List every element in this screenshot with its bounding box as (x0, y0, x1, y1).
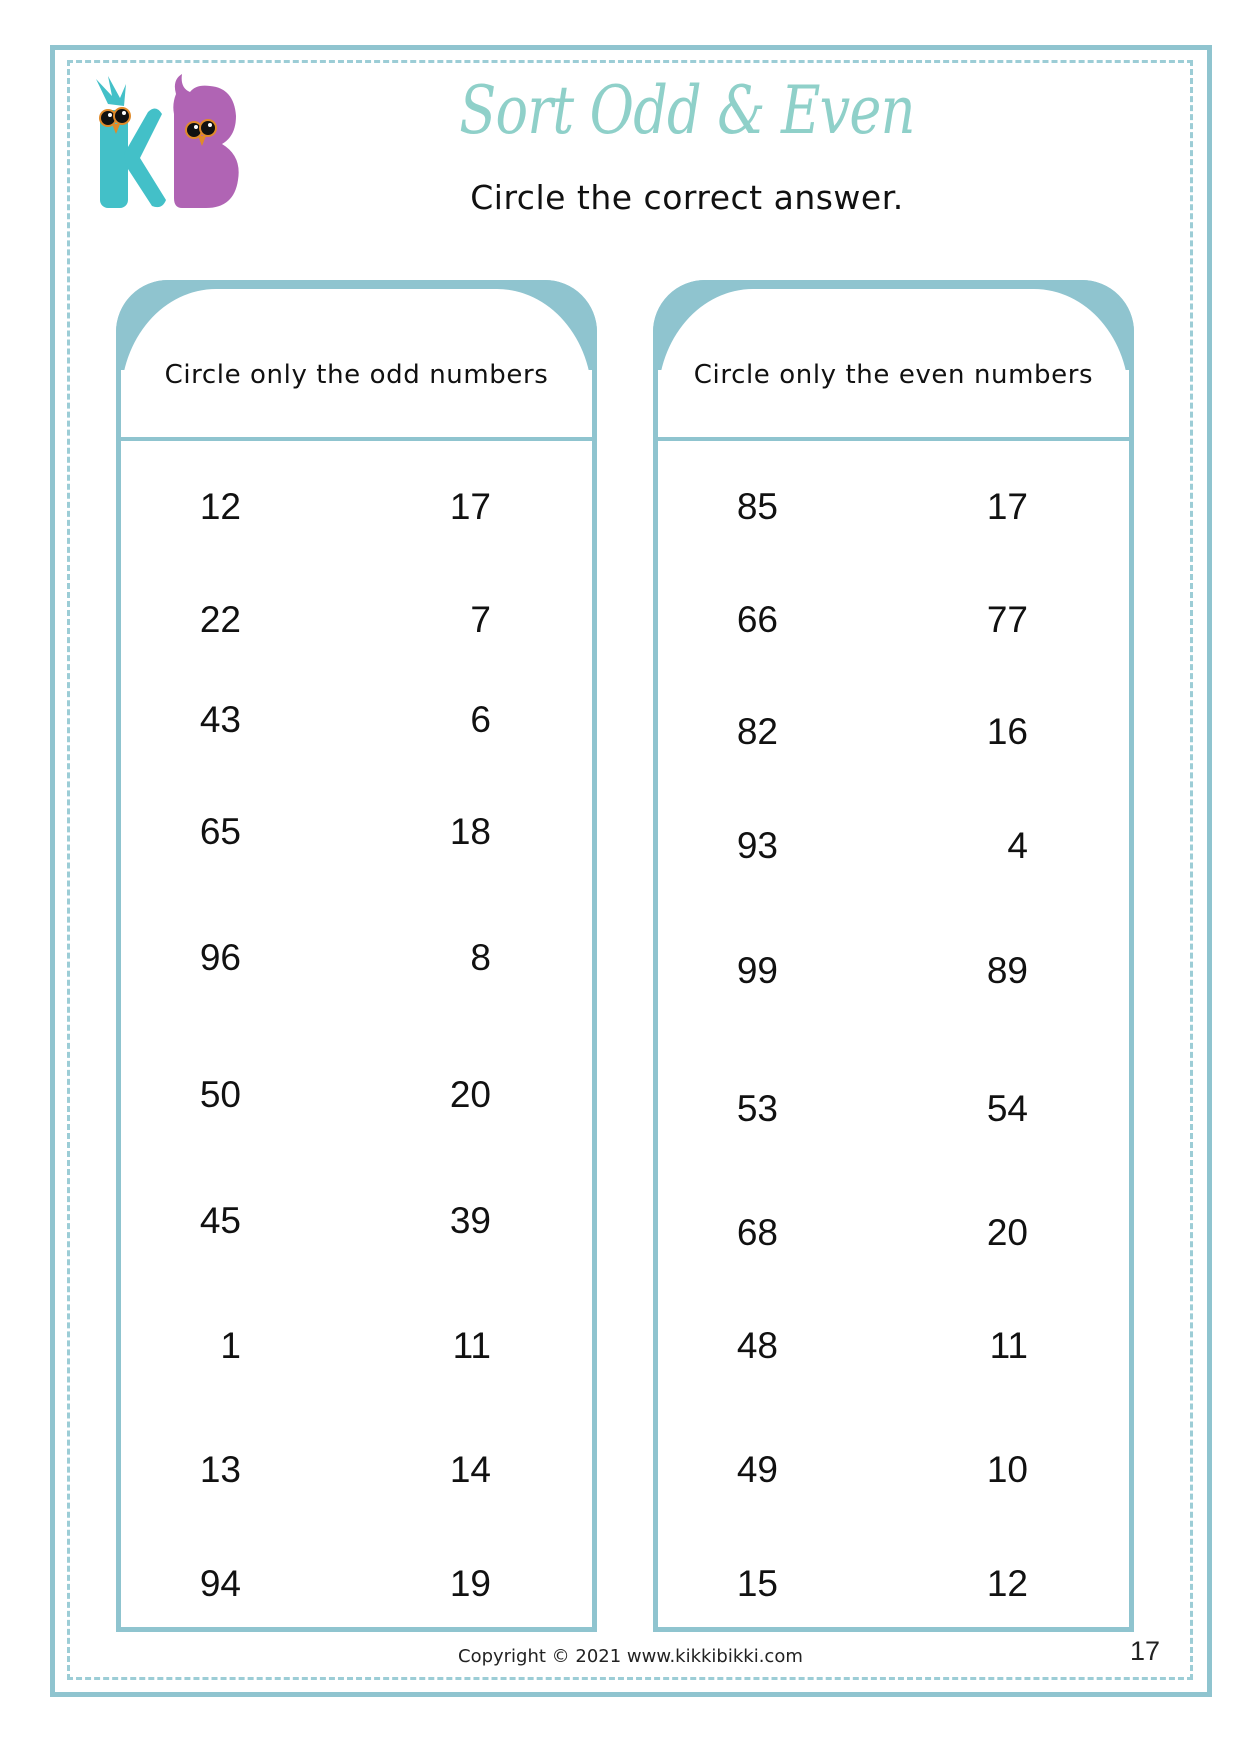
number-item[interactable]: 6 (470, 699, 491, 740)
number-item[interactable]: 11 (452, 1325, 491, 1366)
panel-divider (116, 437, 597, 441)
number-item[interactable]: 14 (449, 1449, 491, 1490)
number-item[interactable]: 85 (736, 486, 778, 527)
odd-numbers-panel (116, 280, 597, 1632)
number-item[interactable]: 20 (449, 1074, 491, 1115)
number-item[interactable]: 12 (986, 1563, 1028, 1604)
number-item[interactable]: 65 (199, 811, 241, 852)
number-item[interactable]: 99 (736, 950, 778, 991)
number-item[interactable]: 82 (736, 711, 778, 752)
number-item[interactable]: 49 (736, 1449, 778, 1490)
worksheet-title: Sort Odd & Even (459, 72, 915, 149)
number-item[interactable]: 93 (736, 825, 778, 866)
panel-divider (653, 437, 1134, 441)
kikkibikki-logo-icon (86, 74, 251, 214)
number-item[interactable]: 77 (986, 599, 1028, 640)
number-item[interactable]: 7 (470, 599, 491, 640)
number-item[interactable]: 8 (470, 937, 491, 978)
page-number: 17 (1130, 1636, 1161, 1666)
number-item[interactable]: 15 (736, 1563, 778, 1604)
number-item[interactable]: 39 (449, 1200, 491, 1241)
number-item[interactable]: 20 (986, 1212, 1028, 1253)
number-item[interactable]: 18 (449, 811, 491, 852)
number-item[interactable]: 43 (199, 699, 241, 740)
even-numbers-panel (653, 280, 1134, 1632)
number-item[interactable]: 19 (449, 1563, 491, 1604)
number-item[interactable]: 50 (199, 1074, 241, 1115)
number-item[interactable]: 1 (220, 1325, 241, 1366)
worksheet-subtitle: Circle the correct answer. (470, 178, 904, 217)
number-item[interactable]: 22 (199, 599, 241, 640)
number-item[interactable]: 48 (736, 1325, 778, 1366)
number-item[interactable]: 17 (986, 486, 1028, 527)
number-item[interactable]: 17 (449, 486, 491, 527)
number-item[interactable]: 45 (199, 1200, 241, 1241)
panel-instruction: Circle only the odd numbers (164, 360, 549, 390)
number-item[interactable]: 10 (986, 1449, 1028, 1490)
number-item[interactable]: 4 (1007, 825, 1028, 866)
number-item[interactable]: 89 (986, 950, 1028, 991)
number-item[interactable]: 13 (199, 1449, 241, 1490)
number-item[interactable]: 94 (199, 1563, 241, 1604)
number-item[interactable]: 96 (199, 937, 241, 978)
number-item[interactable]: 16 (986, 711, 1028, 752)
number-item[interactable]: 66 (736, 599, 778, 640)
copyright-text: Copyright © 2021 www.kikkibikki.com (458, 1646, 803, 1667)
number-item[interactable]: 11 (989, 1325, 1028, 1366)
number-item[interactable]: 53 (736, 1088, 778, 1129)
number-item[interactable]: 12 (199, 486, 241, 527)
panel-instruction: Circle only the even numbers (693, 360, 1094, 390)
number-item[interactable]: 68 (736, 1212, 778, 1253)
number-item[interactable]: 54 (986, 1088, 1028, 1129)
